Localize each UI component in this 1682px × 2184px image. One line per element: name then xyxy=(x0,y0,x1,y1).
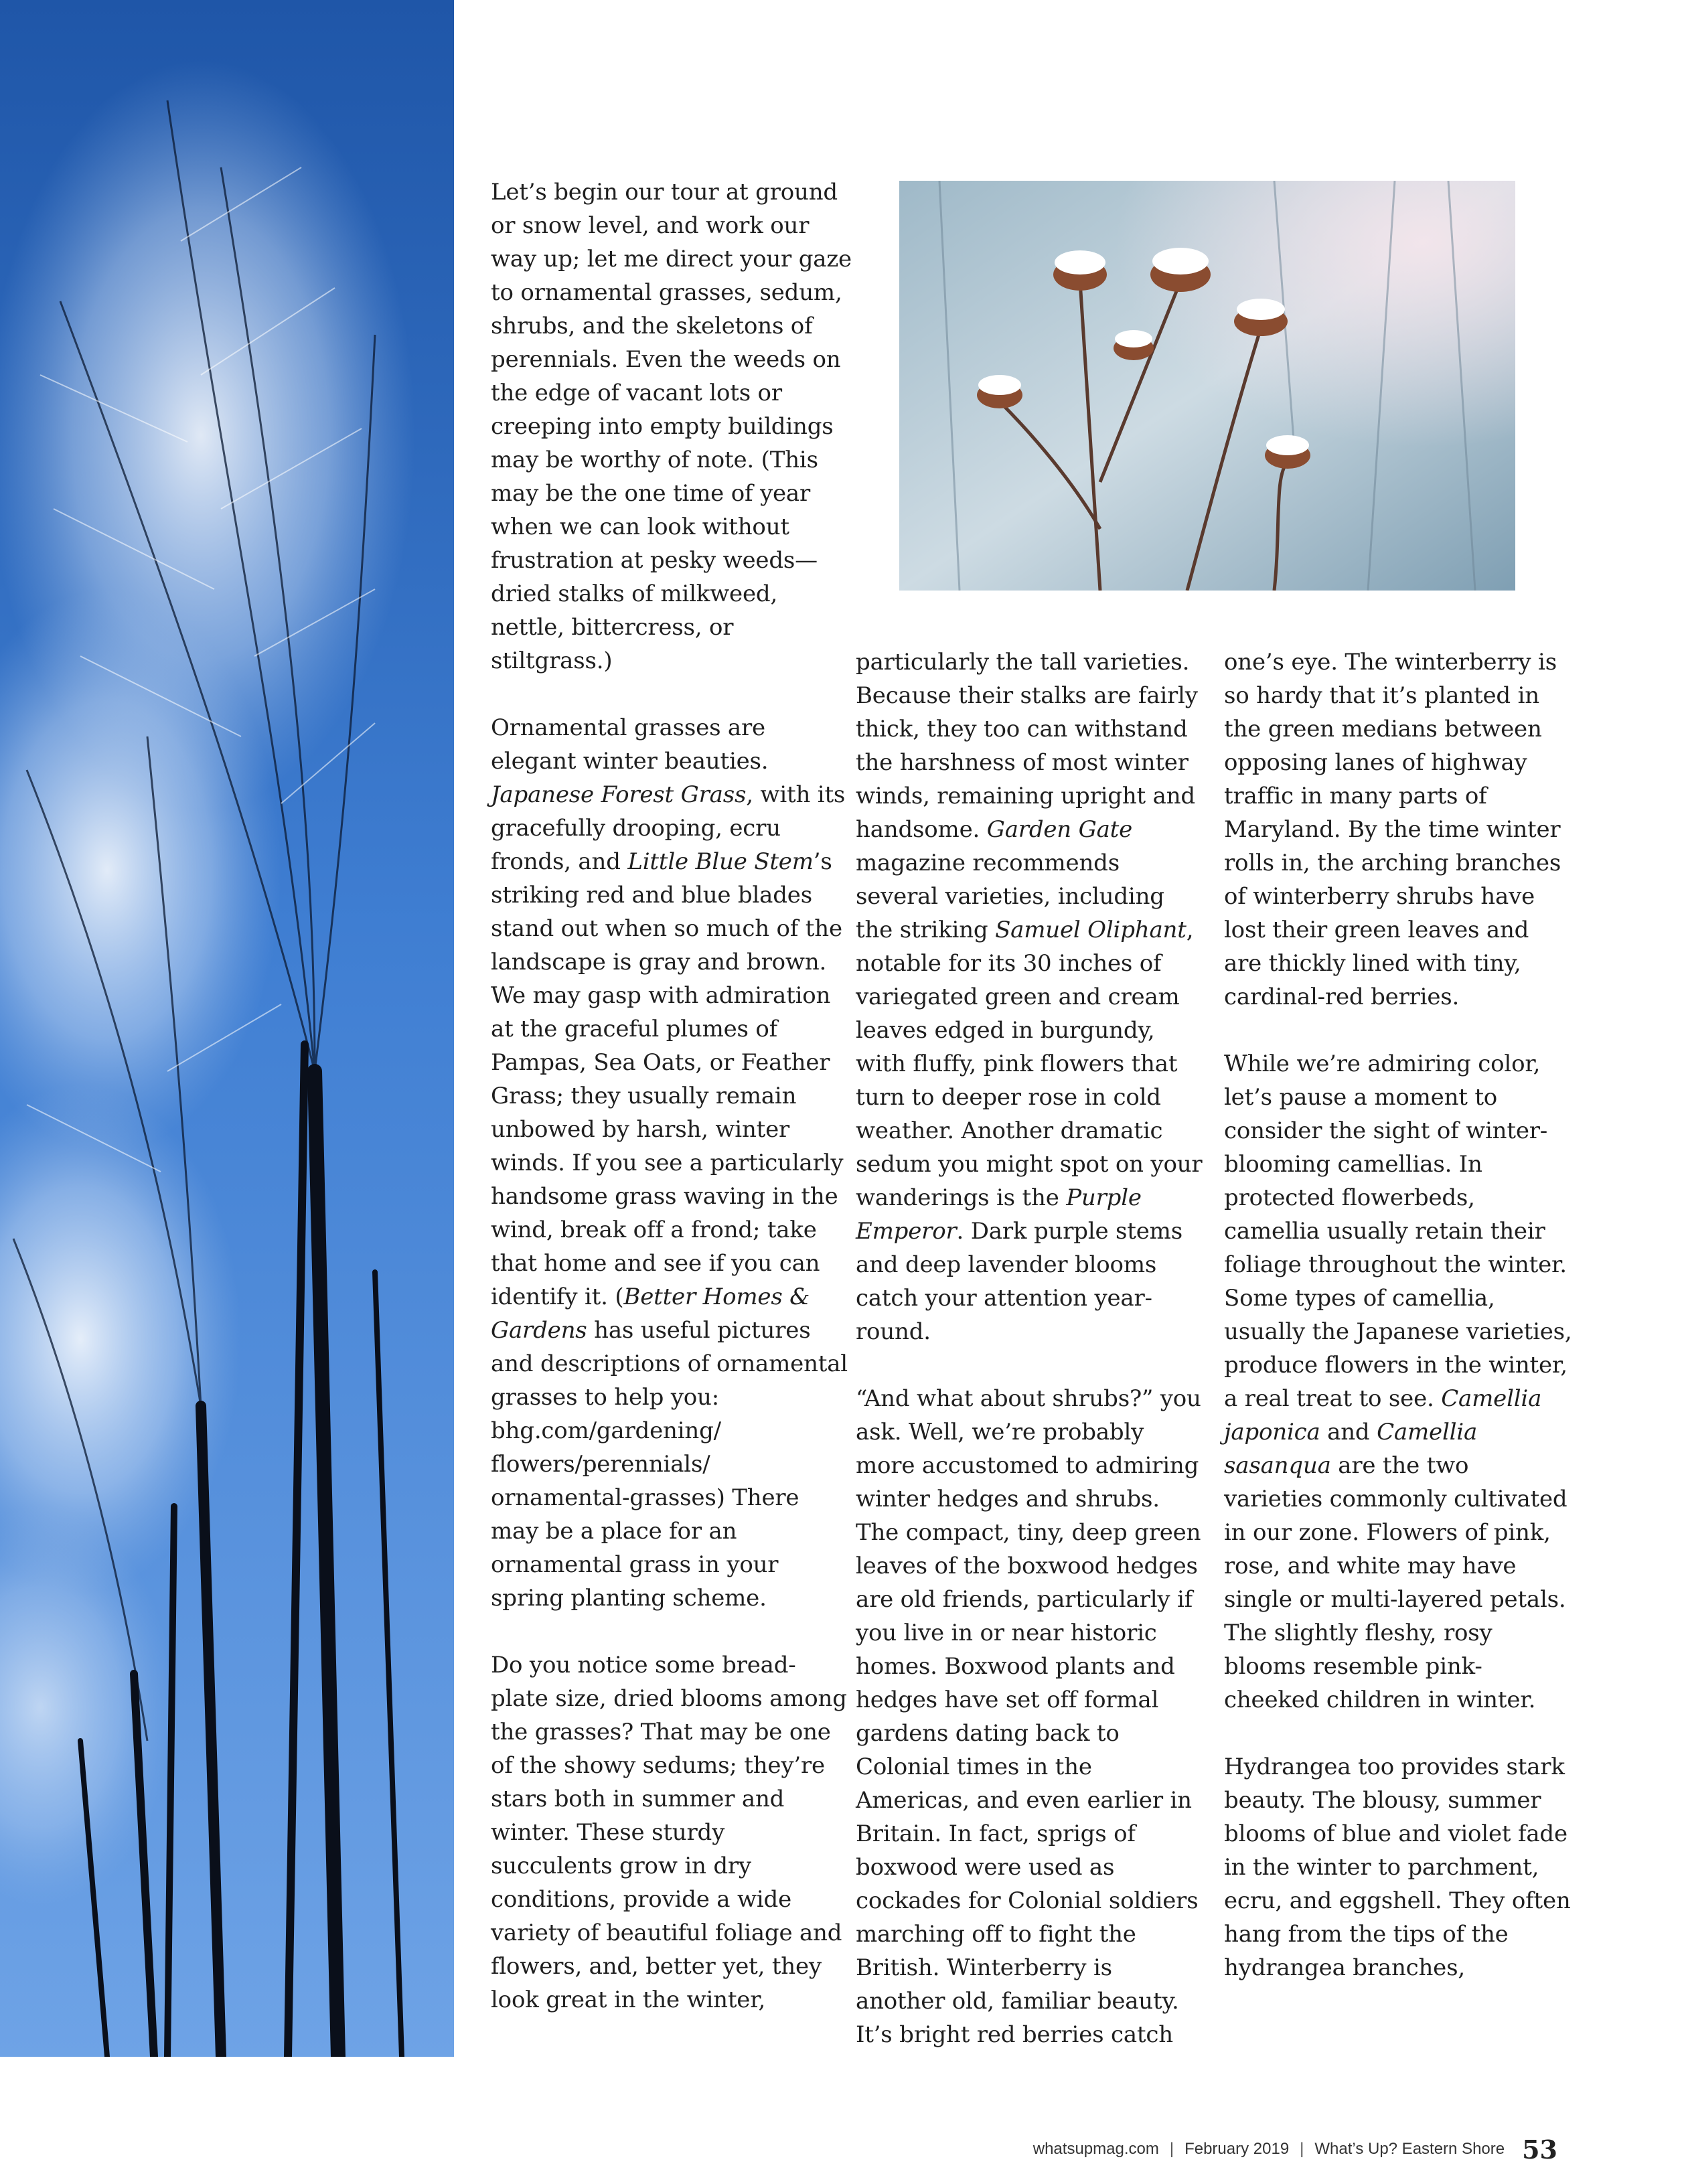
text-run: ’s striking red and blue blades stand out when so much of the landscape is gray and brown. We may gasp with admiration at the graceful plumes of Pampas, Sea Oats, or Feather Grass; they usually remain unbowed by harsh, winter winds. If you see a particularly handsome grass waving in the wind, break off a frond; take that home and see if you can identify it. ( xyxy=(491,848,844,1310)
footer-separator: | xyxy=(1300,2140,1304,2158)
pampas-grass-photo xyxy=(0,0,454,2057)
text-run: , with its gracefully drooping, ecru fronds, and xyxy=(491,781,846,875)
text-run: are the two varieties commonly cultivated in our zone. Flowers of pink, rose, and white may have single or multi-layered petals. The slightly fleshy, rosy blooms resemble pink-cheeked children in winter. xyxy=(1224,1452,1568,1713)
footer-separator: | xyxy=(1169,2140,1174,2158)
paragraph-camellias xyxy=(1224,1047,1572,1717)
article-column-3 xyxy=(1224,645,1572,2018)
pampas-grass-illustration xyxy=(0,0,454,2057)
text-run: While we’re admiring color, let’s pause a moment to consider the sight of winter-blooming camellias. In protected flowerbeds, camellia usually retain their foliage throughout the winter. Some types of camellia, usually the Japanese varieties, produce flowers in the winter, a real treat to see. xyxy=(1224,1050,1572,1412)
text-run: , notable for its 30 inches of variegated green and cream leaves edged in burgundy, with fluffy, pink flowers that turn to deeper rose in cold weather. Another dramatic sedum you might spot on your wanderings is the xyxy=(856,917,1203,1211)
footer-site-link[interactable]: whatsupmag.com xyxy=(1033,2140,1159,2158)
paragraph-ground-level: Let’s begin our tour at ground or snow level, and work our way up; let me direct your gaze to ornamental grasses, sedum, shrubs, and the skeletons of perennials. Even the weeds on the edge of vacant lots or creeping into empty buildings may be worthy of note. (This may be the one time of year when we can look without frustration at pesky weeds—dried stalks of milkweed, nettle, bittercress, or stiltgrass.) xyxy=(491,179,852,674)
italic-plant-name: Little Blue Stem xyxy=(627,848,814,875)
page-number: 53 xyxy=(1522,2134,1557,2165)
paragraph-sedum-varieties xyxy=(856,645,1204,1348)
article-column-2 xyxy=(856,645,1204,2085)
italic-plant-name: Purple Emperor xyxy=(856,1184,1142,1245)
page-footer xyxy=(1033,2132,1557,2167)
italic-plant-name: Japanese Forest Grass xyxy=(491,781,747,808)
text-run: and xyxy=(1320,1419,1377,1446)
text-run: Ornamental grasses are elegant winter beauties. xyxy=(491,714,769,775)
text-run: particularly the tall varieties. Because their stalks are fairly thick, they too can withstand the harshness of most winter winds, remaining upright and handsome. xyxy=(856,649,1198,843)
text-run: magazine recommends several varieties, including the striking xyxy=(856,850,1164,943)
italic-plant-name: Samuel Oliphant xyxy=(995,917,1187,943)
italic-plant-name: Camellia japonica xyxy=(1224,1385,1542,1446)
snowy-sedum-illustration xyxy=(899,181,1515,591)
snowy-sedum-photo xyxy=(899,181,1515,591)
paragraph-ornamental-grasses xyxy=(491,711,852,1615)
italic-plant-name: Camellia sasanqua xyxy=(1224,1419,1478,1479)
article-column-1 xyxy=(491,175,852,2050)
italic-publication-name: Garden Gate xyxy=(986,816,1133,843)
paragraph-hydrangea: Hydrangea too provides stark beauty. The blousy, summer blooms of blue and violet fade in the winter to parchment, ecru, and eggshell. They often hang from the tips of the hydrangea branches, xyxy=(1224,1753,1571,1981)
paragraph-shrubs: “And what about shrubs?” you ask. Well, we’re probably more accustomed to admiring winter hedges and shrubs. The compact, tiny, deep green leaves of the boxwood hedges are old friends, particularly if you live in or near historic homes. Boxwood plants and hedges have set off formal gardens dating back to Colonial times in the Americas, and even earlier in Britain. In fact, sprigs of boxwood were used as cockades for Colonial soldiers marching off to fight the British. Winterberry is another old, familiar beauty. It’s bright red berries catch xyxy=(856,1385,1201,2048)
text-run: has useful pictures and descriptions of ornamental grasses to help you: bhg.com/gardening/ flowers/perennials/ ornamental-grasses) There may be a place for an ornamental grass in your spring planting scheme. xyxy=(491,1317,848,1612)
paragraph-sedums: Do you notice some bread-plate size, dried blooms among the grasses? That may be one of the showy sedums; they’re stars both in summer and winter. These sturdy succulents grow in dry conditions, provide a wide variety of beautiful foliage and flowers, and, better yet, they look great in the winter, xyxy=(491,1652,847,2013)
paragraph-winterberry: one’s eye. The winterberry is so hardy that it’s planted in the green medians between opposing lanes of highway traffic in many parts of Maryland. By the time winter rolls in, the arching branches of winterberry shrubs have lost their green leaves and are thickly lined with tiny, cardinal-red berries. xyxy=(1224,649,1561,1010)
text-run: . Dark purple stems and deep lavender blooms catch your attention year-round. xyxy=(856,1218,1182,1345)
footer-issue-date: February 2019 xyxy=(1184,2140,1290,2158)
footer-publication-name: What’s Up? Eastern Shore xyxy=(1314,2140,1505,2158)
italic-publication-name: Better Homes & Gardens xyxy=(491,1283,810,1344)
